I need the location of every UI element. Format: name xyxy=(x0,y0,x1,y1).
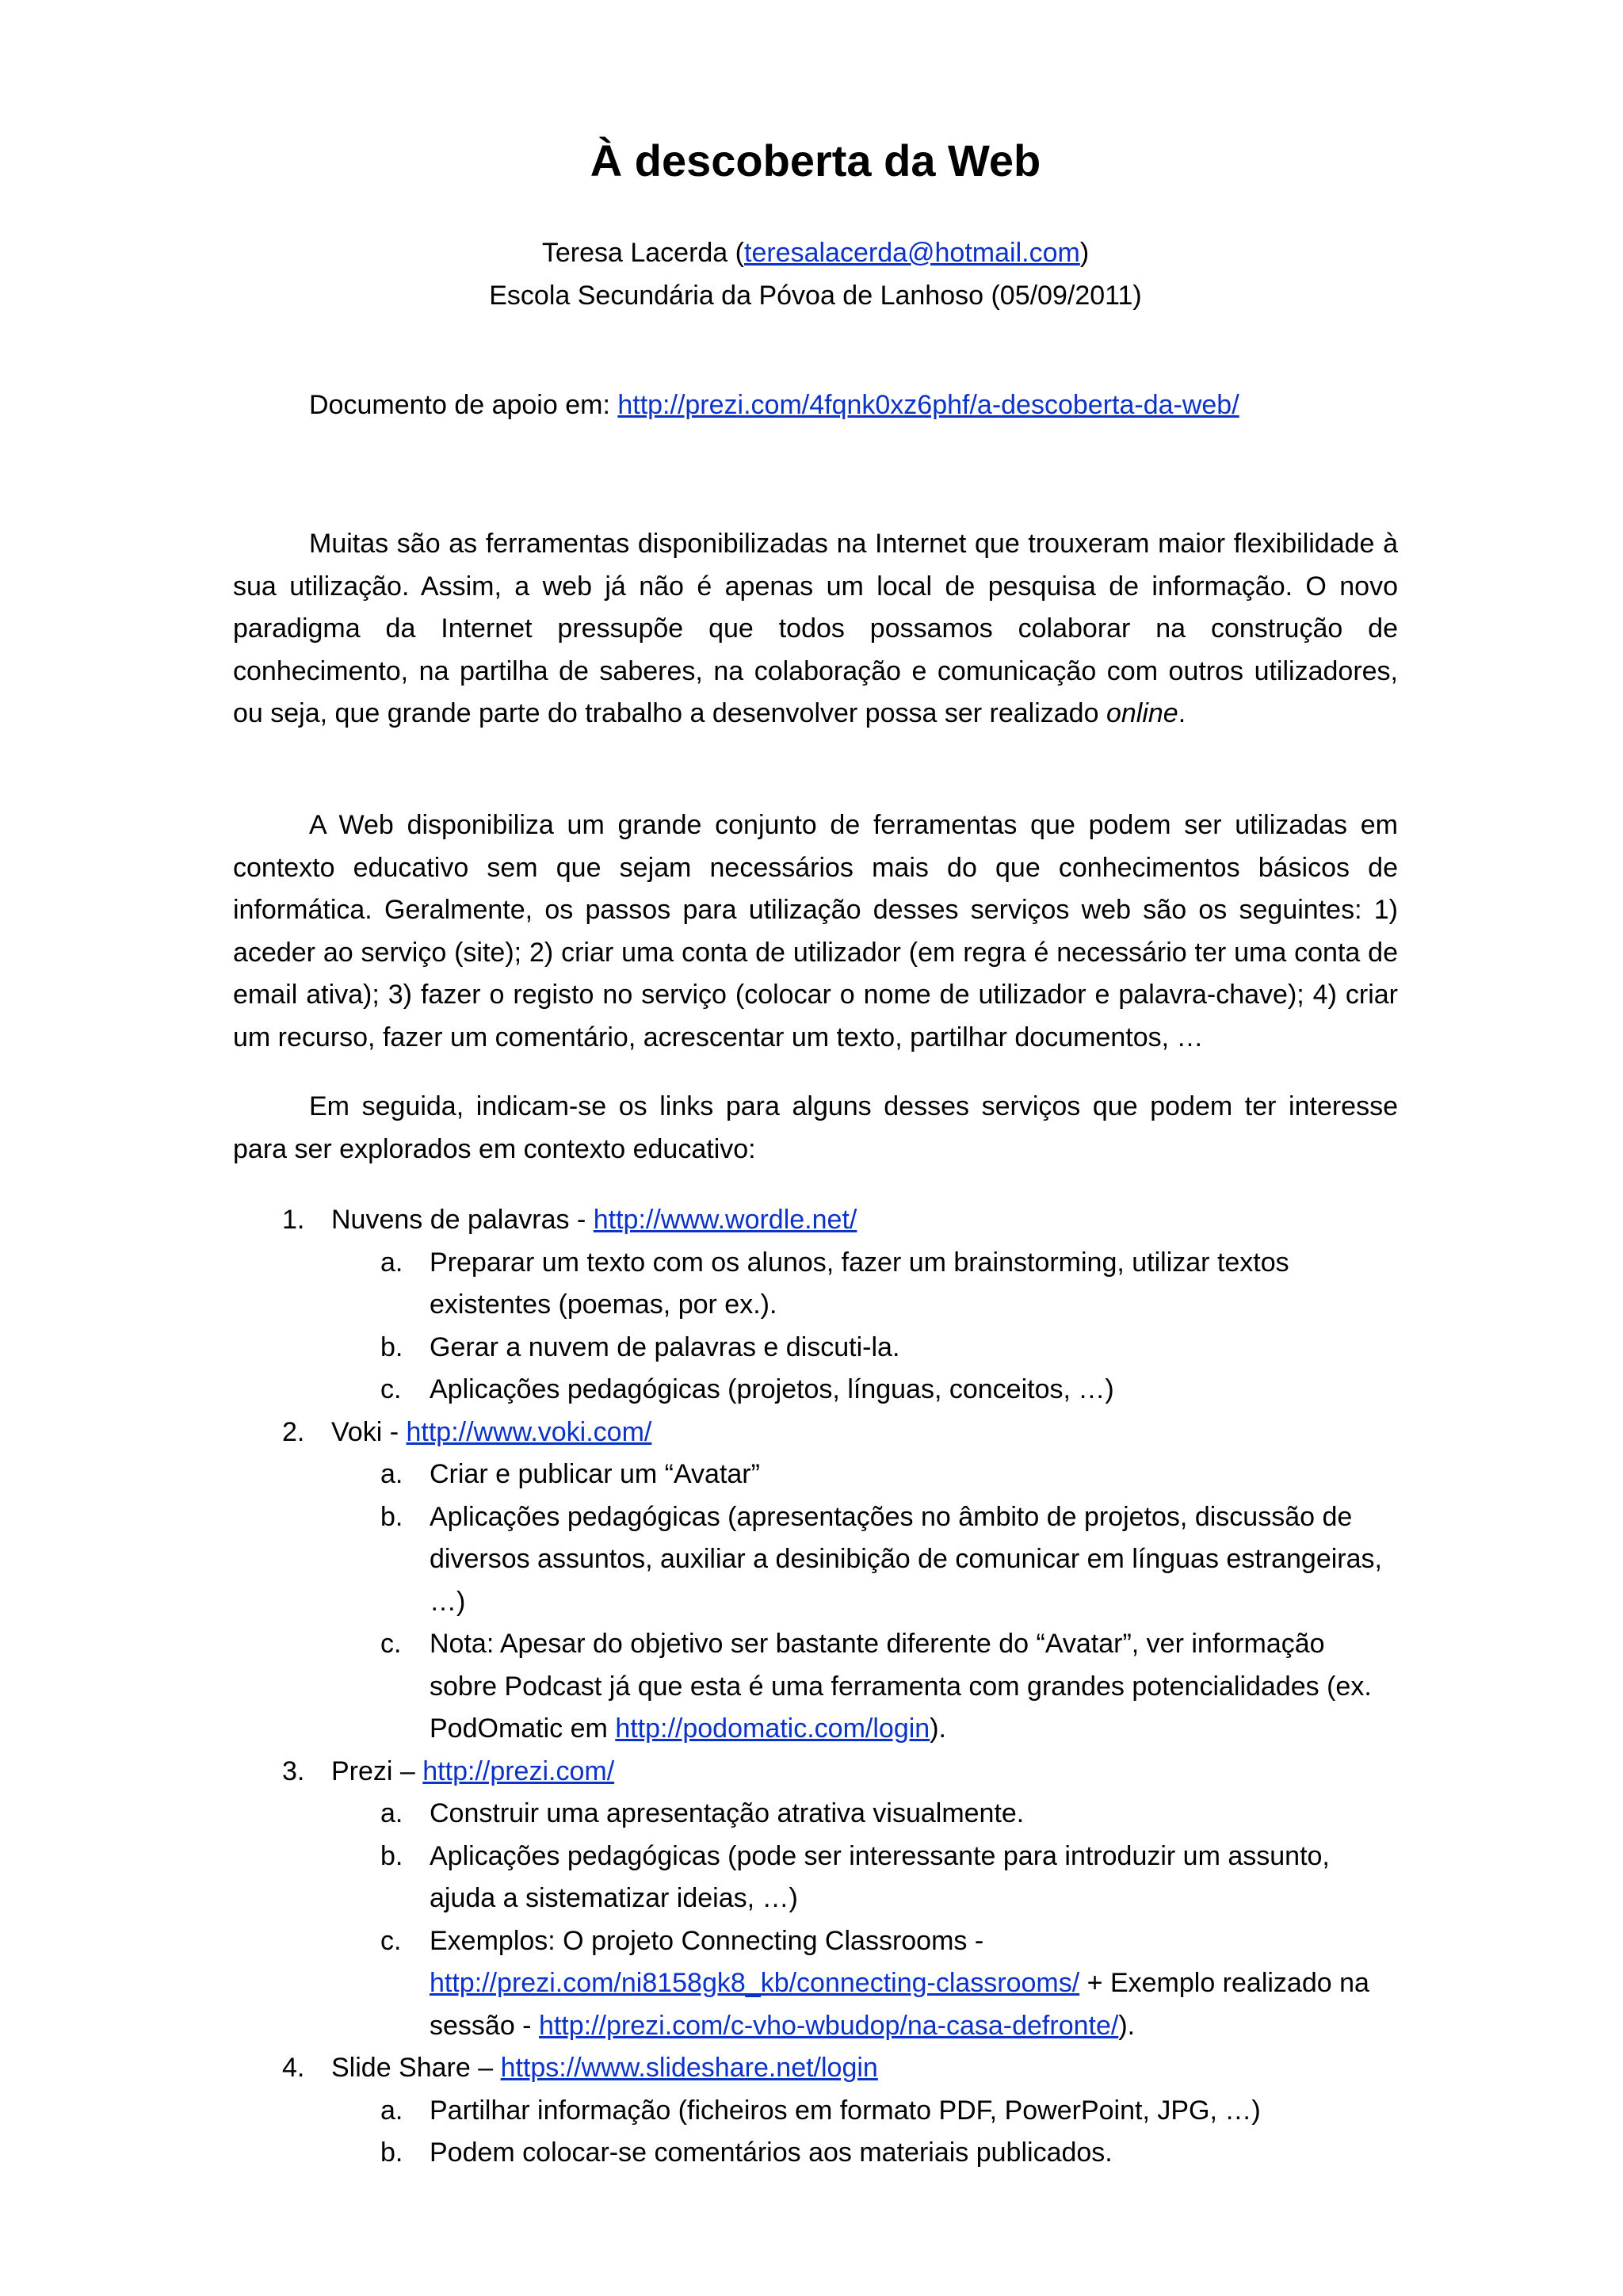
sub-item-text: Preparar um texto com os alunos, fazer um brainstorming, utilizar textos existentes (poemas, por ex.). xyxy=(430,1247,1289,1320)
support-line xyxy=(309,384,1239,426)
school-line: Escola Secundária da Póvoa de Lanhoso (05/09/2011) xyxy=(489,281,1142,311)
sub-item-after: ). xyxy=(930,1713,946,1744)
sub-item-letter: b. xyxy=(380,1840,403,1871)
list-item-label: Voki - xyxy=(331,1416,407,1447)
list-item xyxy=(233,2047,1398,2090)
author-block xyxy=(233,231,1398,317)
sub-item-text: Partilhar informação (ficheiros em formato PDF, PowerPoint, JPG, …) xyxy=(430,2095,1261,2126)
page-title: À descoberta da Web xyxy=(590,136,1041,185)
support-label: Documento de apoio em: xyxy=(309,390,618,420)
list-item-number: 3. xyxy=(282,1755,305,1786)
links-intro-paragraph: Em seguida, indicam-se os links para alguns desses serviços que podem ter interesse para ser explorados em contexto educativo: xyxy=(233,1091,1398,1164)
author-email-link[interactable]: teresalacerda@hotmail.com xyxy=(744,238,1080,268)
sub-item xyxy=(233,1454,1398,1496)
list-item xyxy=(233,1751,1398,1794)
intro-paragraph-text: Muitas são as ferramentas disponibilizadas na Internet que trouxeram maior flexibilidade à sua utilização. Assim, a web já não é apenas um local de pesquisa de informação. O novo paradigma da Internet pressupõe que todos possamos colaborar na construção de conhecimento, na partilha de saberes, na colaboração e comunicação com outros utilizadores, ou seja, que grande parte do trabalho a desenvolver possa ser realizado xyxy=(233,529,1398,728)
sub-item-text: Aplicações pedagógicas (projetos, línguas, conceitos, …) xyxy=(430,1374,1114,1404)
sub-item-letter: b. xyxy=(380,2137,403,2168)
sub-item xyxy=(233,2090,1398,2133)
sub-item-text: Aplicações pedagógicas (pode ser interessante para introduzir um assunto, ajuda a sistematizar ideias, …) xyxy=(430,1840,1330,1913)
sub-item-text: Gerar a nuvem de palavras e discuti-la. xyxy=(430,1331,900,1362)
sub-item-letter: a. xyxy=(380,1459,403,1489)
list-item-label: Nuvens de palavras - xyxy=(331,1205,594,1235)
sub-item-text: Exemplos: O projeto Connecting Classrooms - xyxy=(430,1925,984,1956)
sub-item-text: Nota: Apesar do objetivo ser bastante diferente do “Avatar”, ver informação sobre Podcast já que esta é uma ferramenta com grandes potencialidades (ex. PodOmatic em xyxy=(430,1629,1372,1744)
podomatic-link[interactable]: http://podomatic.com/login xyxy=(615,1713,930,1744)
intro-paragraph xyxy=(233,523,1398,735)
na-casa-defronte-link[interactable]: http://prezi.com/c-vho-wbudop/na-casa-defronte/ xyxy=(538,2010,1119,2041)
intro-paragraph-online: online xyxy=(1106,698,1178,728)
sub-item xyxy=(233,1242,1398,1327)
author-line xyxy=(233,231,1398,274)
sub-item xyxy=(233,1920,1398,2048)
sub-item xyxy=(233,1369,1398,1412)
sub-item-letter: a. xyxy=(380,1247,403,1278)
list-item-number: 2. xyxy=(282,1416,305,1447)
sub-item xyxy=(233,2132,1398,2175)
sub-item xyxy=(233,1793,1398,1836)
list-item xyxy=(233,1199,1398,1242)
sub-item-text: Aplicações pedagógicas (apresentações no âmbito de projetos, discussão de diversos assuntos, auxiliar a desinibição de comunicar em línguas estrangeiras, …) xyxy=(430,1501,1382,1617)
author-name: Teresa Lacerda xyxy=(541,238,728,268)
sub-item xyxy=(233,1836,1398,1920)
sub-item-letter: c. xyxy=(380,1374,402,1404)
sub-item xyxy=(233,1623,1398,1751)
list-item-link[interactable]: https://www.slideshare.net/login xyxy=(500,2053,878,2083)
sub-item-letter: c. xyxy=(380,1629,402,1659)
list-item-label: Slide Share – xyxy=(331,2053,501,2083)
services-list xyxy=(233,1199,1398,2175)
list-item-label: Prezi – xyxy=(331,1755,423,1786)
sub-item-text: Criar e publicar um “Avatar” xyxy=(430,1459,760,1489)
author-open-paren: ( xyxy=(735,238,744,268)
sub-item-letter: a. xyxy=(380,1798,403,1828)
sub-item-text: Construir uma apresentação atrativa visualmente. xyxy=(430,1798,1025,1828)
sub-item-mid: + Exemplo realizado na sessão - xyxy=(430,1968,1369,2041)
sub-item-letter: b. xyxy=(380,1501,403,1532)
list-item-link[interactable]: http://www.wordle.net/ xyxy=(593,1205,857,1235)
list-item-number: 4. xyxy=(282,2053,305,2083)
support-link[interactable]: http://prezi.com/4fqnk0xz6phf/a-descoberta-da-web/ xyxy=(617,390,1239,420)
sub-item xyxy=(233,1496,1398,1624)
sub-item-after: ). xyxy=(1118,2010,1136,2041)
sub-item-letter: b. xyxy=(380,1331,403,1362)
list-item xyxy=(233,1412,1398,1454)
list-item-link[interactable]: http://prezi.com/ xyxy=(422,1755,615,1786)
sub-item-text: Podem colocar-se comentários aos materiais publicados. xyxy=(430,2137,1113,2168)
sub-item-letter: a. xyxy=(380,2095,403,2126)
intro-paragraph-end: . xyxy=(1178,698,1186,728)
list-item-number: 1. xyxy=(282,1205,305,1235)
steps-paragraph: A Web disponibiliza um grande conjunto de ferramentas que podem ser utilizadas em contexto educativo sem que sejam necessários mais do que conhecimentos básicos de informática. Geralmente, os passos para utilização desses serviços web são os seguintes: 1) aceder ao serviço (site); 2) criar uma conta de utilizador (em regra é necessário ter uma conta de email ativa); 3) fazer o registo no serviço (colocar o nome de utilizador e palavra-chave); 4) criar um recurso, fazer um comentário, acrescentar um texto, partilhar documentos, … xyxy=(233,810,1398,1052)
sub-item-letter: c. xyxy=(380,1925,402,1956)
sub-item xyxy=(233,1327,1398,1370)
list-item-link[interactable]: http://www.voki.com/ xyxy=(406,1416,652,1447)
author-close-paren: ) xyxy=(1079,238,1090,268)
connecting-classrooms-link[interactable]: http://prezi.com/ni8158gk8_kb/connecting-classrooms/ xyxy=(430,1968,1080,1998)
